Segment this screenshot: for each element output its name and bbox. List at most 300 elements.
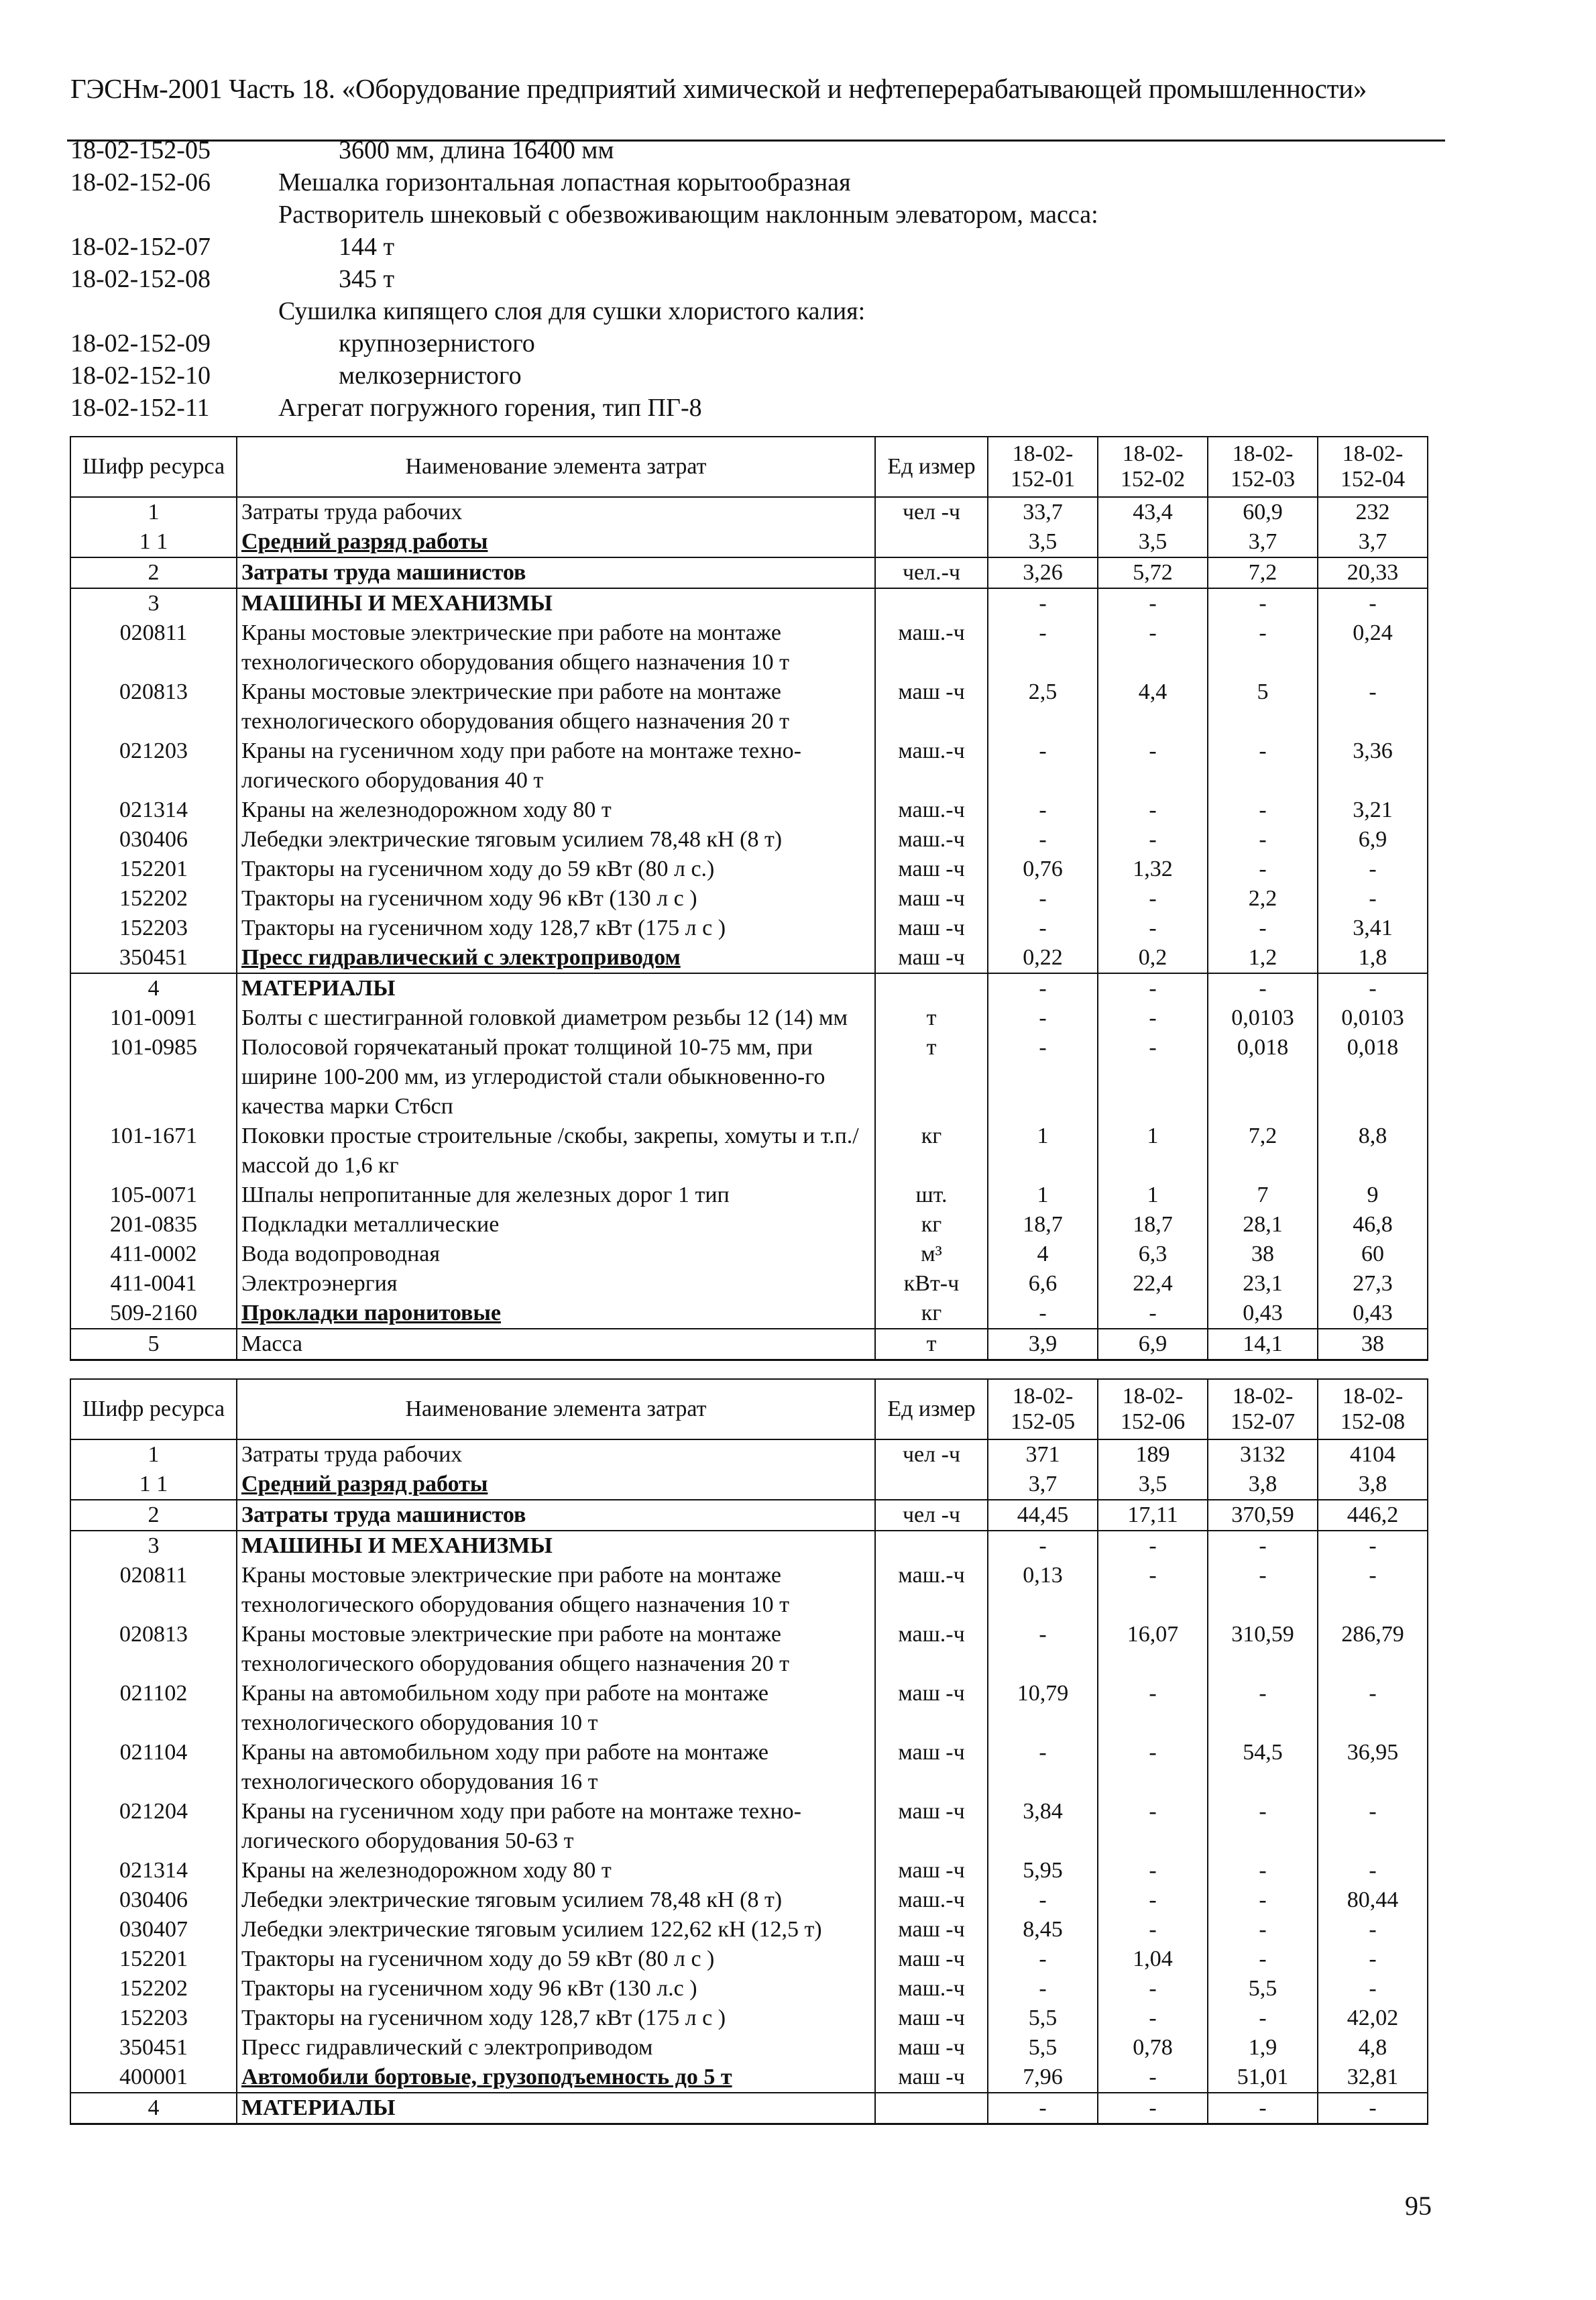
unit-cell bbox=[875, 588, 988, 618]
resource-code-cell: 021314 bbox=[70, 796, 237, 825]
resource-code-cell: 021203 bbox=[70, 736, 237, 796]
cost-element-cell: Лебедки электрические тяговым усилием 78,48 кН (8 т) bbox=[237, 1885, 875, 1915]
value-cell: 5,5 bbox=[1208, 1974, 1318, 2004]
value-cell: - bbox=[1208, 825, 1318, 855]
value-cell: - bbox=[1318, 973, 1428, 1003]
cost-element-cell: Затраты труда рабочих bbox=[237, 497, 875, 527]
table-row bbox=[70, 855, 1428, 884]
value-cell: 371 bbox=[988, 1439, 1098, 1470]
value-cell: - bbox=[1318, 1915, 1428, 1945]
value-cell: - bbox=[1098, 618, 1208, 677]
resource-code-cell: 101-0091 bbox=[70, 1003, 237, 1033]
resource-code-cell: 201-0835 bbox=[70, 1210, 237, 1240]
unit-cell: маш.-ч bbox=[875, 736, 988, 796]
value-cell: 0,018 bbox=[1208, 1033, 1318, 1121]
cost-element-cell: Болты с шестигранной головкой диаметром резьбы 12 (14) мм bbox=[237, 1003, 875, 1033]
value-cell: 4 bbox=[988, 1240, 1098, 1269]
value-cell: 7,96 bbox=[988, 2063, 1098, 2093]
code-list-item bbox=[70, 392, 1445, 424]
unit-cell: маш.-ч bbox=[875, 825, 988, 855]
value-cell: - bbox=[988, 1531, 1098, 1561]
value-cell: - bbox=[1318, 1561, 1428, 1620]
value-cell: - bbox=[1098, 973, 1208, 1003]
value-cell: - bbox=[1318, 1797, 1428, 1856]
resource-code-cell: 105-0071 bbox=[70, 1181, 237, 1210]
resource-code-cell: 509-2160 bbox=[70, 1299, 237, 1329]
value-cell: - bbox=[988, 796, 1098, 825]
unit-cell: кВт-ч bbox=[875, 1269, 988, 1299]
value-cell: - bbox=[1318, 1679, 1428, 1738]
unit-cell: т bbox=[875, 1329, 988, 1360]
resource-code-cell: 2 bbox=[70, 1500, 237, 1531]
cost-element-cell: Пресс гидравлический с электроприводом bbox=[237, 2033, 875, 2063]
value-cell: 370,59 bbox=[1208, 1500, 1318, 1531]
value-cell: 0,13 bbox=[988, 1561, 1098, 1620]
value-cell: - bbox=[1098, 1797, 1208, 1856]
cost-element-cell: Автомобили бортовые, грузоподъемность до 5 т bbox=[237, 2063, 875, 2093]
table-row bbox=[70, 1885, 1428, 1915]
value-cell: - bbox=[1318, 884, 1428, 914]
cost-element-cell: Краны мостовые электрические при работе на монтаже технологического оборудования общего назначения 10 т bbox=[237, 1561, 875, 1620]
unit-cell: шт. bbox=[875, 1181, 988, 1210]
table-row bbox=[70, 973, 1428, 1003]
header-col-4: 18-02- 152-04 bbox=[1318, 437, 1428, 497]
value-cell: 36,95 bbox=[1318, 1738, 1428, 1797]
header-col-1: 18-02- 152-01 bbox=[988, 437, 1098, 497]
unit-cell: маш.-ч bbox=[875, 796, 988, 825]
resource-code-cell: 4 bbox=[70, 973, 237, 1003]
resource-code-cell: 021204 bbox=[70, 1797, 237, 1856]
code-list-code: 18-02-152-09 bbox=[70, 329, 211, 358]
resource-code-cell: 4 bbox=[70, 2093, 237, 2124]
code-list-code: 18-02-152-11 bbox=[70, 394, 210, 422]
cost-element-cell: Краны мостовые электрические при работе на монтаже технологического оборудования общего назначения 10 т bbox=[237, 618, 875, 677]
resource-code-cell: 3 bbox=[70, 1531, 237, 1561]
table-row bbox=[70, 1945, 1428, 1974]
value-cell: 4,4 bbox=[1098, 677, 1208, 736]
value-cell: 27,3 bbox=[1318, 1269, 1428, 1299]
value-cell: - bbox=[1318, 855, 1428, 884]
value-cell: 3,5 bbox=[1098, 527, 1208, 557]
value-cell: - bbox=[988, 1738, 1098, 1797]
unit-cell: маш -ч bbox=[875, 1797, 988, 1856]
header-unit: Ед измер bbox=[875, 437, 988, 497]
value-cell: 23,1 bbox=[1208, 1269, 1318, 1299]
value-cell: - bbox=[1098, 1299, 1208, 1329]
code-list-code: 18-02-152-06 bbox=[70, 168, 211, 197]
table-row bbox=[70, 1620, 1428, 1679]
value-cell: 0,0103 bbox=[1208, 1003, 1318, 1033]
title-rule bbox=[67, 140, 1445, 142]
value-cell: 2,5 bbox=[988, 677, 1098, 736]
value-cell: 9 bbox=[1318, 1181, 1428, 1210]
unit-cell: маш -ч bbox=[875, 914, 988, 943]
value-cell: - bbox=[1208, 1915, 1318, 1945]
table-row bbox=[70, 527, 1428, 557]
page-title: ГЭСНм-2001 Часть 18. «Оборудование предприятий химической и нефтеперерабатывающей промышленности» bbox=[70, 73, 1367, 104]
cost-element-cell: Подкладки металлические bbox=[237, 1210, 875, 1240]
value-cell: - bbox=[988, 1620, 1098, 1679]
table-row bbox=[70, 1679, 1428, 1738]
value-cell: 44,45 bbox=[988, 1500, 1098, 1531]
cost-element-cell: Лебедки электрические тяговым усилием 122,62 кН (12,5 т) bbox=[237, 1915, 875, 1945]
cost-element-cell: Масса bbox=[237, 1329, 875, 1360]
value-cell: - bbox=[988, 2093, 1098, 2124]
value-cell: - bbox=[988, 825, 1098, 855]
table-row bbox=[70, 736, 1428, 796]
value-cell: - bbox=[1208, 618, 1318, 677]
table-row bbox=[70, 1033, 1428, 1121]
value-cell: 0,2 bbox=[1098, 943, 1208, 973]
unit-cell: маш -ч bbox=[875, 2063, 988, 2093]
resource-code-cell: 411-0002 bbox=[70, 1240, 237, 1269]
value-cell: - bbox=[1098, 796, 1208, 825]
unit-cell: маш -ч bbox=[875, 2033, 988, 2063]
value-cell: 0,43 bbox=[1208, 1299, 1318, 1329]
resource-code-cell: 020811 bbox=[70, 1561, 237, 1620]
value-cell: - bbox=[1318, 1945, 1428, 1974]
resource-code-cell: 152203 bbox=[70, 914, 237, 943]
cost-element-cell: Краны на железнодорожном ходу 80 т bbox=[237, 1856, 875, 1885]
resource-code-cell: 1 bbox=[70, 1439, 237, 1470]
value-cell: 3,9 bbox=[988, 1329, 1098, 1360]
value-cell: 5 bbox=[1208, 677, 1318, 736]
value-cell: 3,21 bbox=[1318, 796, 1428, 825]
cost-element-cell: Краны на автомобильном ходу при работе на монтаже технологического оборудования 10 т bbox=[237, 1679, 875, 1738]
value-cell: - bbox=[1208, 914, 1318, 943]
cost-element-cell: Тракторы на гусеничном ходу 128,7 кВт (175 л с ) bbox=[237, 2004, 875, 2033]
table-row bbox=[70, 1470, 1428, 1500]
value-cell: 0,24 bbox=[1318, 618, 1428, 677]
value-cell: 20,33 bbox=[1318, 557, 1428, 588]
norms-table-2 bbox=[70, 1378, 1428, 2125]
code-list-text: мелкозернистого bbox=[339, 362, 522, 390]
value-cell: 18,7 bbox=[988, 1210, 1098, 1240]
table-row bbox=[70, 1915, 1428, 1945]
value-cell: 3,8 bbox=[1318, 1470, 1428, 1500]
cost-element-cell: Тракторы на гусеничном ходу 96 кВт (130 л с ) bbox=[237, 884, 875, 914]
value-cell: - bbox=[1208, 1856, 1318, 1885]
value-cell: 38 bbox=[1318, 1329, 1428, 1360]
value-cell: 3,84 bbox=[988, 1797, 1098, 1856]
value-cell: 14,1 bbox=[1208, 1329, 1318, 1360]
value-cell: 0,0103 bbox=[1318, 1003, 1428, 1033]
value-cell: 51,01 bbox=[1208, 2063, 1318, 2093]
value-cell: - bbox=[1098, 736, 1208, 796]
unit-cell: чел -ч bbox=[875, 1500, 988, 1531]
resource-code-cell: 350451 bbox=[70, 943, 237, 973]
unit-cell: маш.-ч bbox=[875, 1885, 988, 1915]
value-cell: - bbox=[1318, 1974, 1428, 2004]
resource-code-cell: 030406 bbox=[70, 1885, 237, 1915]
table-row bbox=[70, 1738, 1428, 1797]
value-cell: - bbox=[988, 1974, 1098, 2004]
value-cell: 6,9 bbox=[1318, 825, 1428, 855]
unit-cell bbox=[875, 1470, 988, 1500]
code-list-code: 18-02-152-10 bbox=[70, 362, 211, 390]
value-cell: 3,5 bbox=[1098, 1470, 1208, 1500]
cost-element-cell: Электроэнергия bbox=[237, 1269, 875, 1299]
value-cell: 80,44 bbox=[1318, 1885, 1428, 1915]
unit-cell: м³ bbox=[875, 1240, 988, 1269]
code-list-text: 3600 мм, длина 16400 мм bbox=[339, 136, 614, 164]
value-cell: 4104 bbox=[1318, 1439, 1428, 1470]
value-cell: 0,018 bbox=[1318, 1033, 1428, 1121]
table-row bbox=[70, 1856, 1428, 1885]
value-cell: - bbox=[1098, 588, 1208, 618]
value-cell: - bbox=[1098, 1003, 1208, 1033]
resource-code-cell: 152203 bbox=[70, 2004, 237, 2033]
value-cell: - bbox=[988, 1033, 1098, 1121]
value-cell: 1,2 bbox=[1208, 943, 1318, 973]
value-cell: - bbox=[1208, 2004, 1318, 2033]
value-cell: 6,6 bbox=[988, 1269, 1098, 1299]
value-cell: - bbox=[1318, 1856, 1428, 1885]
value-cell: 3,7 bbox=[988, 1470, 1098, 1500]
table-row bbox=[70, 588, 1428, 618]
table-row bbox=[70, 677, 1428, 736]
value-cell: - bbox=[1098, 884, 1208, 914]
unit-cell: маш.-ч bbox=[875, 1561, 988, 1620]
table-row bbox=[70, 1181, 1428, 1210]
value-cell: 0,78 bbox=[1098, 2033, 1208, 2063]
code-list-item bbox=[70, 295, 1445, 327]
table-row bbox=[70, 1329, 1428, 1360]
value-cell: 6,3 bbox=[1098, 1240, 1208, 1269]
resource-code-cell: 021102 bbox=[70, 1679, 237, 1738]
value-cell: 446,2 bbox=[1318, 1500, 1428, 1531]
unit-cell: кг bbox=[875, 1121, 988, 1181]
resource-code-cell: 400001 bbox=[70, 2063, 237, 2093]
value-cell: - bbox=[1318, 677, 1428, 736]
resource-code-cell: 5 bbox=[70, 1329, 237, 1360]
resource-code-cell: 1 1 bbox=[70, 527, 237, 557]
value-cell: 18,7 bbox=[1098, 1210, 1208, 1240]
value-cell: 232 bbox=[1318, 497, 1428, 527]
value-cell: - bbox=[1208, 973, 1318, 1003]
value-cell: - bbox=[1318, 2093, 1428, 2124]
value-cell: - bbox=[1208, 1679, 1318, 1738]
value-cell: - bbox=[1098, 1856, 1208, 1885]
value-cell: 5,5 bbox=[988, 2004, 1098, 2033]
value-cell: 17,11 bbox=[1098, 1500, 1208, 1531]
value-cell: 3,41 bbox=[1318, 914, 1428, 943]
value-cell: 1 bbox=[1098, 1121, 1208, 1181]
code-list-item bbox=[70, 263, 1445, 295]
cost-element-cell: Тракторы на гусеничном ходу 96 кВт (130 л.с ) bbox=[237, 1974, 875, 2004]
resource-code-cell: 411-0041 bbox=[70, 1269, 237, 1299]
resource-code-cell: 030407 bbox=[70, 1915, 237, 1945]
value-cell: 3,8 bbox=[1208, 1470, 1318, 1500]
unit-cell: чел -ч bbox=[875, 497, 988, 527]
cost-element-cell: МАШИНЫ И МЕХАНИЗМЫ bbox=[237, 1531, 875, 1561]
value-cell: - bbox=[1098, 825, 1208, 855]
value-cell: - bbox=[1098, 1974, 1208, 2004]
table-header-row bbox=[70, 1379, 1428, 1439]
value-cell: - bbox=[1208, 2093, 1318, 2124]
value-cell: 6,9 bbox=[1098, 1329, 1208, 1360]
resource-code-cell: 350451 bbox=[70, 2033, 237, 2063]
header-col-2: 18-02- 152-02 bbox=[1098, 437, 1208, 497]
value-cell: - bbox=[988, 1299, 1098, 1329]
cost-element-cell: Тракторы на гусеничном ходу до 59 кВт (80 л с ) bbox=[237, 1945, 875, 1974]
resource-code-cell: 101-0985 bbox=[70, 1033, 237, 1121]
unit-cell: маш -ч bbox=[875, 1945, 988, 1974]
cost-element-cell: Шпалы непропитанные для железных дорог 1 тип bbox=[237, 1181, 875, 1210]
table-row bbox=[70, 1531, 1428, 1561]
table-row bbox=[70, 796, 1428, 825]
value-cell: - bbox=[1098, 1561, 1208, 1620]
value-cell: - bbox=[1208, 1797, 1318, 1856]
value-cell: - bbox=[1098, 1531, 1208, 1561]
value-cell: 7 bbox=[1208, 1181, 1318, 1210]
value-cell: - bbox=[1208, 1531, 1318, 1561]
value-cell: 32,81 bbox=[1318, 2063, 1428, 2093]
value-cell: 1 bbox=[1098, 1181, 1208, 1210]
resource-code-cell: 020811 bbox=[70, 618, 237, 677]
value-cell: 33,7 bbox=[988, 497, 1098, 527]
page-number: 95 bbox=[1405, 2191, 1432, 2221]
cost-element-cell: Краны на железнодорожном ходу 80 т bbox=[237, 796, 875, 825]
table-row bbox=[70, 2033, 1428, 2063]
table-row bbox=[70, 2093, 1428, 2124]
code-list bbox=[70, 134, 1445, 424]
unit-cell: маш -ч bbox=[875, 2004, 988, 2033]
table-row bbox=[70, 1797, 1428, 1856]
unit-cell: маш -ч bbox=[875, 943, 988, 973]
table-row bbox=[70, 1561, 1428, 1620]
header-name: Наименование элемента затрат bbox=[237, 437, 875, 497]
table-row bbox=[70, 884, 1428, 914]
table-row bbox=[70, 1269, 1428, 1299]
value-cell: - bbox=[1098, 2004, 1208, 2033]
table-row bbox=[70, 1121, 1428, 1181]
value-cell: - bbox=[1318, 588, 1428, 618]
value-cell: 5,72 bbox=[1098, 557, 1208, 588]
value-cell: 42,02 bbox=[1318, 2004, 1428, 2033]
value-cell: 3132 bbox=[1208, 1439, 1318, 1470]
cost-element-cell: Средний разряд работы bbox=[237, 1470, 875, 1500]
value-cell: - bbox=[1208, 1945, 1318, 1974]
cost-element-cell: Краны на автомобильном ходу при работе на монтаже технологического оборудования 16 т bbox=[237, 1738, 875, 1797]
value-cell: 1,32 bbox=[1098, 855, 1208, 884]
value-cell: - bbox=[1098, 914, 1208, 943]
value-cell: 3,36 bbox=[1318, 736, 1428, 796]
value-cell: - bbox=[1208, 1885, 1318, 1915]
value-cell: 286,79 bbox=[1318, 1620, 1428, 1679]
cost-element-cell: МАТЕРИАЛЫ bbox=[237, 973, 875, 1003]
norms-table-1 bbox=[70, 436, 1428, 1361]
value-cell: 1 bbox=[988, 1121, 1098, 1181]
cost-element-cell: Затраты труда рабочих bbox=[237, 1439, 875, 1470]
header-col-4: 18-02- 152-08 bbox=[1318, 1379, 1428, 1439]
value-cell: - bbox=[1098, 1033, 1208, 1121]
header-col-2: 18-02- 152-06 bbox=[1098, 1379, 1208, 1439]
code-list-item bbox=[70, 166, 1445, 199]
value-cell: - bbox=[988, 914, 1098, 943]
value-cell: 43,4 bbox=[1098, 497, 1208, 527]
header-unit: Ед измер bbox=[875, 1379, 988, 1439]
table-header-row bbox=[70, 437, 1428, 497]
value-cell: 2,2 bbox=[1208, 884, 1318, 914]
cost-element-cell: Прокладки паронитовые bbox=[237, 1299, 875, 1329]
table-row bbox=[70, 1240, 1428, 1269]
resource-code-cell: 152202 bbox=[70, 1974, 237, 2004]
cost-element-cell: Средний разряд работы bbox=[237, 527, 875, 557]
unit-cell bbox=[875, 527, 988, 557]
resource-code-cell: 1 bbox=[70, 497, 237, 527]
code-list-code: 18-02-152-05 bbox=[70, 136, 211, 164]
code-list-item bbox=[70, 231, 1445, 263]
resource-code-cell: 021104 bbox=[70, 1738, 237, 1797]
unit-cell: маш -ч bbox=[875, 677, 988, 736]
table-row bbox=[70, 2004, 1428, 2033]
value-cell: - bbox=[988, 736, 1098, 796]
value-cell: - bbox=[988, 1003, 1098, 1033]
table-row bbox=[70, 618, 1428, 677]
value-cell: 1,8 bbox=[1318, 943, 1428, 973]
table-row bbox=[70, 914, 1428, 943]
code-list-item bbox=[70, 199, 1445, 231]
unit-cell: чел.-ч bbox=[875, 557, 988, 588]
value-cell: 3,7 bbox=[1318, 527, 1428, 557]
unit-cell bbox=[875, 1531, 988, 1561]
table-row bbox=[70, 1210, 1428, 1240]
unit-cell: кг bbox=[875, 1210, 988, 1240]
resource-code-cell: 152201 bbox=[70, 1945, 237, 1974]
value-cell: - bbox=[988, 1885, 1098, 1915]
value-cell: 0,22 bbox=[988, 943, 1098, 973]
resource-code-cell: 1 1 bbox=[70, 1470, 237, 1500]
unit-cell: кг bbox=[875, 1299, 988, 1329]
code-list-text: Сушилка кипящего слоя для сушки хлористого калия: bbox=[278, 297, 866, 325]
table-row bbox=[70, 1974, 1428, 2004]
header-col-1: 18-02- 152-05 bbox=[988, 1379, 1098, 1439]
value-cell: 22,4 bbox=[1098, 1269, 1208, 1299]
value-cell: 54,5 bbox=[1208, 1738, 1318, 1797]
cost-element-cell: Вода водопроводная bbox=[237, 1240, 875, 1269]
cost-element-cell: Полосовой горячекатаный прокат толщиной 10-75 мм, при ширине 100-200 мм, из углеродистой стали обыкновенно-го качества марки Ст6сп bbox=[237, 1033, 875, 1121]
value-cell: 28,1 bbox=[1208, 1210, 1318, 1240]
cost-element-cell: Краны на гусеничном ходу при работе на монтаже техно-логического оборудования 50-63 т bbox=[237, 1797, 875, 1856]
value-cell: - bbox=[1208, 736, 1318, 796]
cost-element-cell: Краны на гусеничном ходу при работе на монтаже техно-логического оборудования 40 т bbox=[237, 736, 875, 796]
table-row bbox=[70, 1500, 1428, 1531]
cost-element-cell: Тракторы на гусеничном ходу 128,7 кВт (175 л с ) bbox=[237, 914, 875, 943]
cost-element-cell: Поковки простые строительные /скобы, закрепы, хомуты и т.п./ массой до 1,6 кг bbox=[237, 1121, 875, 1181]
cost-element-cell: Затраты труда машинистов bbox=[237, 1500, 875, 1531]
value-cell: 189 bbox=[1098, 1439, 1208, 1470]
table-row bbox=[70, 1439, 1428, 1470]
cost-element-cell: Пресс гидравлический с электроприводом bbox=[237, 943, 875, 973]
value-cell: 8,8 bbox=[1318, 1121, 1428, 1181]
table-row bbox=[70, 497, 1428, 527]
code-list-item bbox=[70, 360, 1445, 392]
value-cell: 10,79 bbox=[988, 1679, 1098, 1738]
code-list-item bbox=[70, 327, 1445, 360]
value-cell: - bbox=[1098, 1915, 1208, 1945]
cost-element-cell: Краны мостовые электрические при работе на монтаже технологического оборудования общего назначения 20 т bbox=[237, 677, 875, 736]
value-cell: 60,9 bbox=[1208, 497, 1318, 527]
table-row bbox=[70, 1299, 1428, 1329]
header-name: Наименование элемента затрат bbox=[237, 1379, 875, 1439]
value-cell: 3,26 bbox=[988, 557, 1098, 588]
value-cell: 7,2 bbox=[1208, 557, 1318, 588]
unit-cell: маш -ч bbox=[875, 855, 988, 884]
unit-cell: маш.-ч bbox=[875, 1974, 988, 2004]
table-row bbox=[70, 943, 1428, 973]
unit-cell: чел -ч bbox=[875, 1439, 988, 1470]
